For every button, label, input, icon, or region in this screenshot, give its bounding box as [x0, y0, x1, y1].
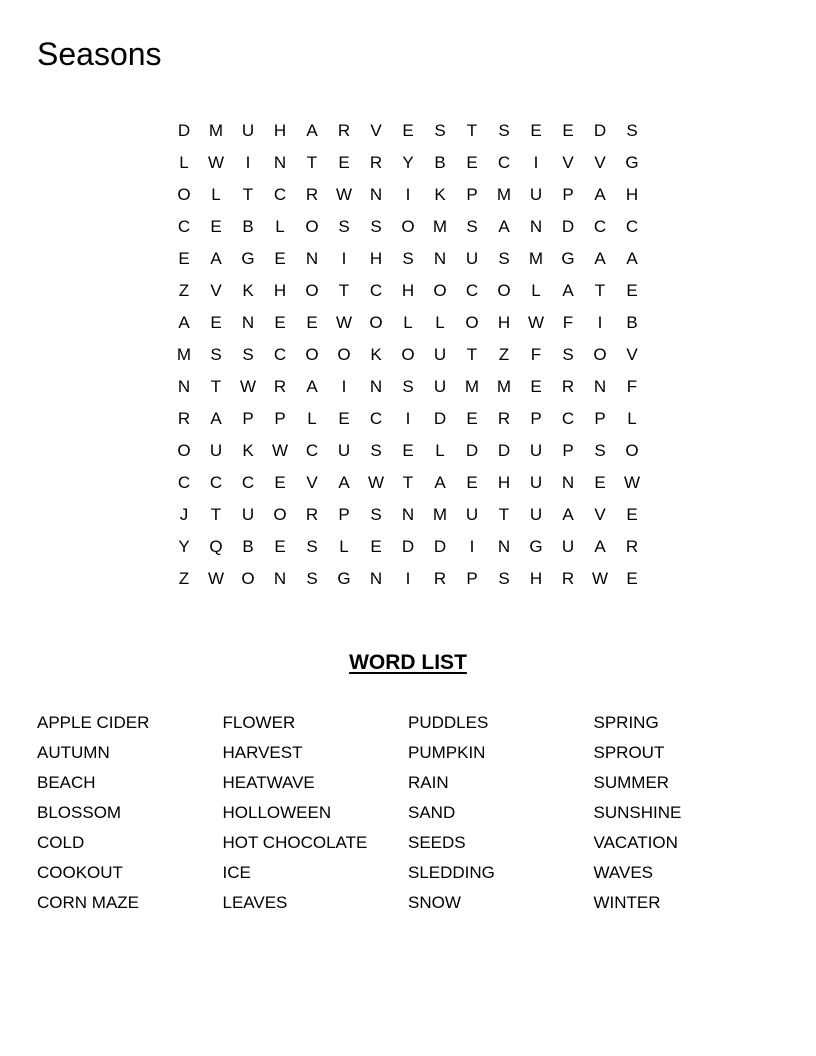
grid-letter: A: [306, 121, 318, 140]
grid-letter: Q: [209, 537, 223, 556]
word-list-heading-container: [0, 649, 816, 677]
grid-letter: C: [273, 345, 287, 364]
grid-letter: U: [433, 345, 447, 364]
grid-letter: W: [591, 569, 609, 588]
grid-letter: A: [434, 473, 446, 492]
grid-letter: K: [242, 281, 254, 300]
grid-letter: U: [561, 537, 575, 556]
grid-letter: P: [562, 441, 574, 460]
grid-letter: H: [625, 185, 639, 204]
grid-letter: H: [497, 313, 511, 332]
grid-letter: J: [179, 505, 189, 524]
grid-letter: A: [498, 217, 510, 236]
grid-letter: S: [402, 249, 414, 268]
grid-letter: E: [306, 313, 318, 332]
grid-row: [168, 499, 648, 531]
word-list-item: AUTUMN: [37, 743, 110, 762]
grid-letter: H: [497, 473, 511, 492]
grid-letter: G: [561, 249, 575, 268]
grid-letter: C: [273, 185, 287, 204]
grid-letter: W: [335, 313, 353, 332]
grid-letter: O: [593, 345, 607, 364]
word-list-item: SUNSHINE: [593, 803, 682, 822]
grid-letter: A: [210, 249, 222, 268]
grid-letter: T: [594, 281, 606, 300]
grid-letter: U: [465, 505, 479, 524]
grid-letter: N: [177, 377, 191, 396]
word-list-item: HOLLOWEEN: [222, 803, 332, 822]
grid-letter: B: [242, 217, 254, 236]
grid-letter: N: [561, 473, 575, 492]
grid-letter: D: [401, 537, 415, 556]
grid-letter: U: [529, 441, 543, 460]
grid-letter: A: [306, 377, 318, 396]
grid-letter: T: [210, 377, 222, 396]
grid-letter: P: [530, 409, 542, 428]
grid-letter: N: [305, 249, 319, 268]
grid-letter: G: [337, 569, 351, 588]
word-list-item: WAVES: [593, 863, 654, 882]
grid-letter: U: [433, 377, 447, 396]
grid-letter: O: [465, 313, 479, 332]
grid-letter: E: [402, 121, 414, 140]
grid-letter: I: [597, 313, 603, 332]
grid-letter: G: [529, 537, 543, 556]
grid-letter: R: [337, 121, 351, 140]
grid-letter: R: [561, 377, 575, 396]
word-column: [37, 708, 223, 918]
grid-letter: U: [529, 473, 543, 492]
grid-letter: T: [338, 281, 350, 300]
grid-letter: H: [273, 121, 287, 140]
grid-letter: E: [466, 153, 478, 172]
word-list-item: COLD: [37, 833, 85, 852]
grid-letter: E: [626, 281, 638, 300]
grid-letter: E: [274, 249, 286, 268]
word-list-item: COOKOUT: [37, 863, 123, 882]
grid-letter: F: [626, 377, 638, 396]
grid-letter: S: [370, 217, 382, 236]
grid-letter: O: [401, 217, 415, 236]
grid-letter: N: [497, 537, 511, 556]
grid-letter: W: [239, 377, 257, 396]
grid-letter: D: [433, 409, 447, 428]
grid-letter: C: [369, 281, 383, 300]
grid-letter: A: [594, 537, 606, 556]
grid-letter: E: [370, 537, 382, 556]
grid-letter: P: [338, 505, 350, 524]
word-list-item: HEATWAVE: [222, 773, 315, 792]
word-list-item: VACATION: [593, 833, 678, 852]
grid-letter: G: [241, 249, 255, 268]
grid-letter: S: [562, 345, 574, 364]
grid-letter: M: [176, 345, 192, 364]
word-list-item: SPRING: [593, 713, 659, 732]
grid-letter: K: [370, 345, 382, 364]
grid-letter: U: [209, 441, 223, 460]
grid-letter: R: [561, 569, 575, 588]
grid-letter: C: [593, 217, 607, 236]
word-list-heading: WORD LIST: [349, 651, 467, 674]
grid-row: [168, 211, 648, 243]
grid-letter: A: [338, 473, 350, 492]
grid-letter: L: [435, 313, 445, 332]
grid-letter: C: [241, 473, 255, 492]
grid-letter: M: [496, 377, 512, 396]
grid-letter: N: [241, 313, 255, 332]
grid-letter: E: [338, 409, 350, 428]
grid-letter: W: [207, 153, 225, 172]
grid-letter: O: [625, 441, 639, 460]
grid-letter: T: [242, 185, 254, 204]
grid-letter: N: [273, 153, 287, 172]
grid-letter: Z: [178, 281, 190, 300]
grid-row: [168, 307, 648, 339]
grid-letter: O: [305, 281, 319, 300]
grid-letter: C: [209, 473, 223, 492]
grid-letter: A: [594, 185, 606, 204]
grid-letter: V: [306, 473, 318, 492]
grid-letter: T: [402, 473, 414, 492]
grid-row: [168, 275, 648, 307]
grid-letter: U: [529, 185, 543, 204]
grid-letter: C: [561, 409, 575, 428]
grid-letter: W: [367, 473, 385, 492]
grid-letter: S: [306, 537, 318, 556]
grid-letter: A: [562, 505, 574, 524]
grid-row: [168, 435, 648, 467]
grid-letter: D: [593, 121, 607, 140]
grid-letter: O: [241, 569, 255, 588]
grid-letter: E: [466, 409, 478, 428]
grid-row: [168, 339, 648, 371]
grid-letter: E: [594, 473, 606, 492]
grid-letter: W: [623, 473, 641, 492]
grid-letter: G: [625, 153, 639, 172]
grid-letter: L: [211, 185, 221, 204]
word-list-item: SEEDS: [408, 833, 466, 852]
word-list-item: SUMMER: [593, 773, 670, 792]
grid-letter: T: [306, 153, 318, 172]
grid-letter: I: [405, 409, 411, 428]
grid-letter: W: [335, 185, 353, 204]
grid-letter: S: [306, 569, 318, 588]
grid-letter: O: [337, 345, 351, 364]
grid-letter: A: [210, 409, 222, 428]
grid-letter: E: [466, 473, 478, 492]
grid-letter: W: [527, 313, 545, 332]
grid-letter: P: [466, 185, 478, 204]
grid-letter: N: [369, 185, 383, 204]
grid-letter: W: [207, 569, 225, 588]
word-column: [594, 708, 780, 918]
grid-letter: O: [305, 217, 319, 236]
word-list-item: BEACH: [37, 773, 96, 792]
grid-letter: S: [370, 441, 382, 460]
grid-letter: H: [401, 281, 415, 300]
grid-letter: E: [338, 153, 350, 172]
grid-letter: T: [466, 121, 478, 140]
grid-letter: N: [369, 569, 383, 588]
grid-letter: C: [369, 409, 383, 428]
grid-letter: U: [465, 249, 479, 268]
grid-letter: N: [529, 217, 543, 236]
grid-letter: R: [433, 569, 447, 588]
grid-letter: U: [241, 505, 255, 524]
grid-letter: H: [273, 281, 287, 300]
grid-letter: I: [341, 377, 347, 396]
grid-letter: T: [498, 505, 510, 524]
grid-letter: A: [594, 249, 606, 268]
grid-letter: L: [435, 441, 445, 460]
grid-row: [168, 531, 648, 563]
grid-letter: A: [562, 281, 574, 300]
grid-letter: E: [626, 569, 638, 588]
grid-letter: S: [498, 249, 510, 268]
grid-letter: P: [242, 409, 254, 428]
word-list-item: LEAVES: [222, 893, 288, 912]
grid-letter: S: [210, 345, 222, 364]
grid-letter: R: [305, 185, 319, 204]
grid-letter: V: [594, 505, 606, 524]
grid-row: [168, 403, 648, 435]
grid-letter: S: [402, 377, 414, 396]
grid-letter: O: [497, 281, 511, 300]
word-list-item: WINTER: [593, 893, 661, 912]
grid-letter: C: [625, 217, 639, 236]
grid-letter: S: [242, 345, 254, 364]
word-column: [223, 708, 409, 918]
grid-letter: T: [210, 505, 222, 524]
grid-letter: H: [369, 249, 383, 268]
grid-letter: Y: [178, 537, 190, 556]
grid-letter: C: [177, 473, 191, 492]
grid-letter: I: [245, 153, 251, 172]
grid-letter: E: [626, 505, 638, 524]
puzzle-title: Seasons: [37, 36, 162, 72]
word-list-item: APPLE CIDER: [37, 713, 150, 732]
grid-letter: R: [497, 409, 511, 428]
grid-letter: D: [497, 441, 511, 460]
grid-letter: B: [242, 537, 254, 556]
word-list-item: HARVEST: [222, 743, 303, 762]
grid-letter: C: [465, 281, 479, 300]
grid-letter: N: [401, 505, 415, 524]
grid-letter: I: [341, 249, 347, 268]
word-list-item: FLOWER: [222, 713, 296, 732]
grid-row: [168, 243, 648, 275]
word-column: [408, 708, 594, 918]
grid-letter: U: [337, 441, 351, 460]
word-list-item: PUMPKIN: [408, 743, 486, 762]
grid-letter: O: [305, 345, 319, 364]
grid-letter: N: [273, 569, 287, 588]
grid-row: [168, 147, 648, 179]
grid-letter: E: [530, 377, 542, 396]
grid-letter: M: [208, 121, 224, 140]
grid-letter: C: [305, 441, 319, 460]
grid-letter: L: [403, 313, 413, 332]
word-list-item: ICE: [222, 863, 251, 882]
grid-letter: D: [561, 217, 575, 236]
grid-letter: V: [370, 121, 382, 140]
grid-letter: L: [307, 409, 317, 428]
grid-letter: L: [627, 409, 637, 428]
grid-row: [168, 467, 648, 499]
word-list-item: SPROUT: [593, 743, 665, 762]
grid-letter: S: [626, 121, 638, 140]
grid-letter: I: [533, 153, 539, 172]
grid-letter: N: [369, 377, 383, 396]
grid-letter: A: [626, 249, 638, 268]
grid-letter: L: [339, 537, 349, 556]
grid-letter: Z: [498, 345, 510, 364]
grid-letter: O: [273, 505, 287, 524]
word-list-item: PUDDLES: [408, 713, 489, 732]
grid-letter: M: [432, 217, 448, 236]
grid-letter: R: [273, 377, 287, 396]
grid-letter: E: [530, 121, 542, 140]
word-list-item: HOT CHOCOLATE: [222, 833, 368, 852]
word-list-item: SNOW: [408, 893, 461, 912]
grid-letter: P: [274, 409, 286, 428]
grid-letter: E: [402, 441, 414, 460]
grid-letter: O: [177, 185, 191, 204]
grid-letter: N: [593, 377, 607, 396]
grid-letter: T: [466, 345, 478, 364]
grid-row: [168, 371, 648, 403]
grid-letter: S: [370, 505, 382, 524]
grid-letter: E: [210, 313, 222, 332]
grid-letter: V: [626, 345, 638, 364]
grid-letter: D: [433, 537, 447, 556]
grid-letter: R: [369, 153, 383, 172]
grid-letter: S: [498, 121, 510, 140]
grid-letter: M: [528, 249, 544, 268]
word-list-item: SLEDDING: [408, 863, 495, 882]
word-list: [37, 708, 779, 918]
grid-letter: F: [530, 345, 542, 364]
grid-letter: E: [210, 217, 222, 236]
grid-letter: E: [274, 473, 286, 492]
grid-letter: V: [562, 153, 574, 172]
grid-letter: S: [498, 569, 510, 588]
grid-letter: M: [464, 377, 480, 396]
grid-letter: C: [497, 153, 511, 172]
grid-letter: O: [369, 313, 383, 332]
word-list-item: RAIN: [408, 773, 449, 792]
grid-letter: M: [432, 505, 448, 524]
grid-letter: L: [531, 281, 541, 300]
grid-letter: S: [434, 121, 446, 140]
grid-letter: B: [626, 313, 638, 332]
grid-letter: S: [466, 217, 478, 236]
grid-letter: F: [562, 313, 574, 332]
grid-letter: K: [242, 441, 254, 460]
grid-letter: O: [177, 441, 191, 460]
grid-letter: P: [594, 409, 606, 428]
grid-letter: R: [177, 409, 191, 428]
grid-letter: K: [434, 185, 446, 204]
grid-letter: U: [529, 505, 543, 524]
grid-letter: Y: [402, 153, 414, 172]
grid-letter: V: [210, 281, 222, 300]
grid-letter: D: [177, 121, 191, 140]
grid-letter: I: [469, 537, 475, 556]
grid-letter: O: [433, 281, 447, 300]
grid-letter: E: [274, 313, 286, 332]
letter-grid: [168, 115, 648, 595]
grid-letter: R: [305, 505, 319, 524]
grid-letter: M: [496, 185, 512, 204]
grid-letter: N: [433, 249, 447, 268]
grid-letter: S: [594, 441, 606, 460]
grid-row: [168, 179, 648, 211]
grid-letter: C: [177, 217, 191, 236]
grid-letter: I: [405, 185, 411, 204]
grid-letter: H: [529, 569, 543, 588]
grid-letter: A: [178, 313, 190, 332]
grid-letter: E: [178, 249, 190, 268]
grid-letter: B: [434, 153, 446, 172]
grid-row: [168, 115, 648, 147]
grid-letter: I: [405, 569, 411, 588]
grid-letter: E: [562, 121, 574, 140]
grid-letter: S: [338, 217, 350, 236]
grid-letter: O: [401, 345, 415, 364]
word-list-item: SAND: [408, 803, 456, 822]
grid-row: [168, 563, 648, 595]
grid-letter: W: [271, 441, 289, 460]
grid-letter: R: [625, 537, 639, 556]
word-list-item: CORN MAZE: [37, 893, 139, 912]
grid-letter: U: [241, 121, 255, 140]
word-list-item: BLOSSOM: [37, 803, 122, 822]
grid-letter: Z: [178, 569, 190, 588]
grid-letter: L: [275, 217, 285, 236]
grid-letter: L: [179, 153, 189, 172]
grid-letter: E: [274, 537, 286, 556]
grid-letter: D: [465, 441, 479, 460]
grid-letter: P: [466, 569, 478, 588]
grid-letter: V: [594, 153, 606, 172]
grid-letter: P: [562, 185, 574, 204]
